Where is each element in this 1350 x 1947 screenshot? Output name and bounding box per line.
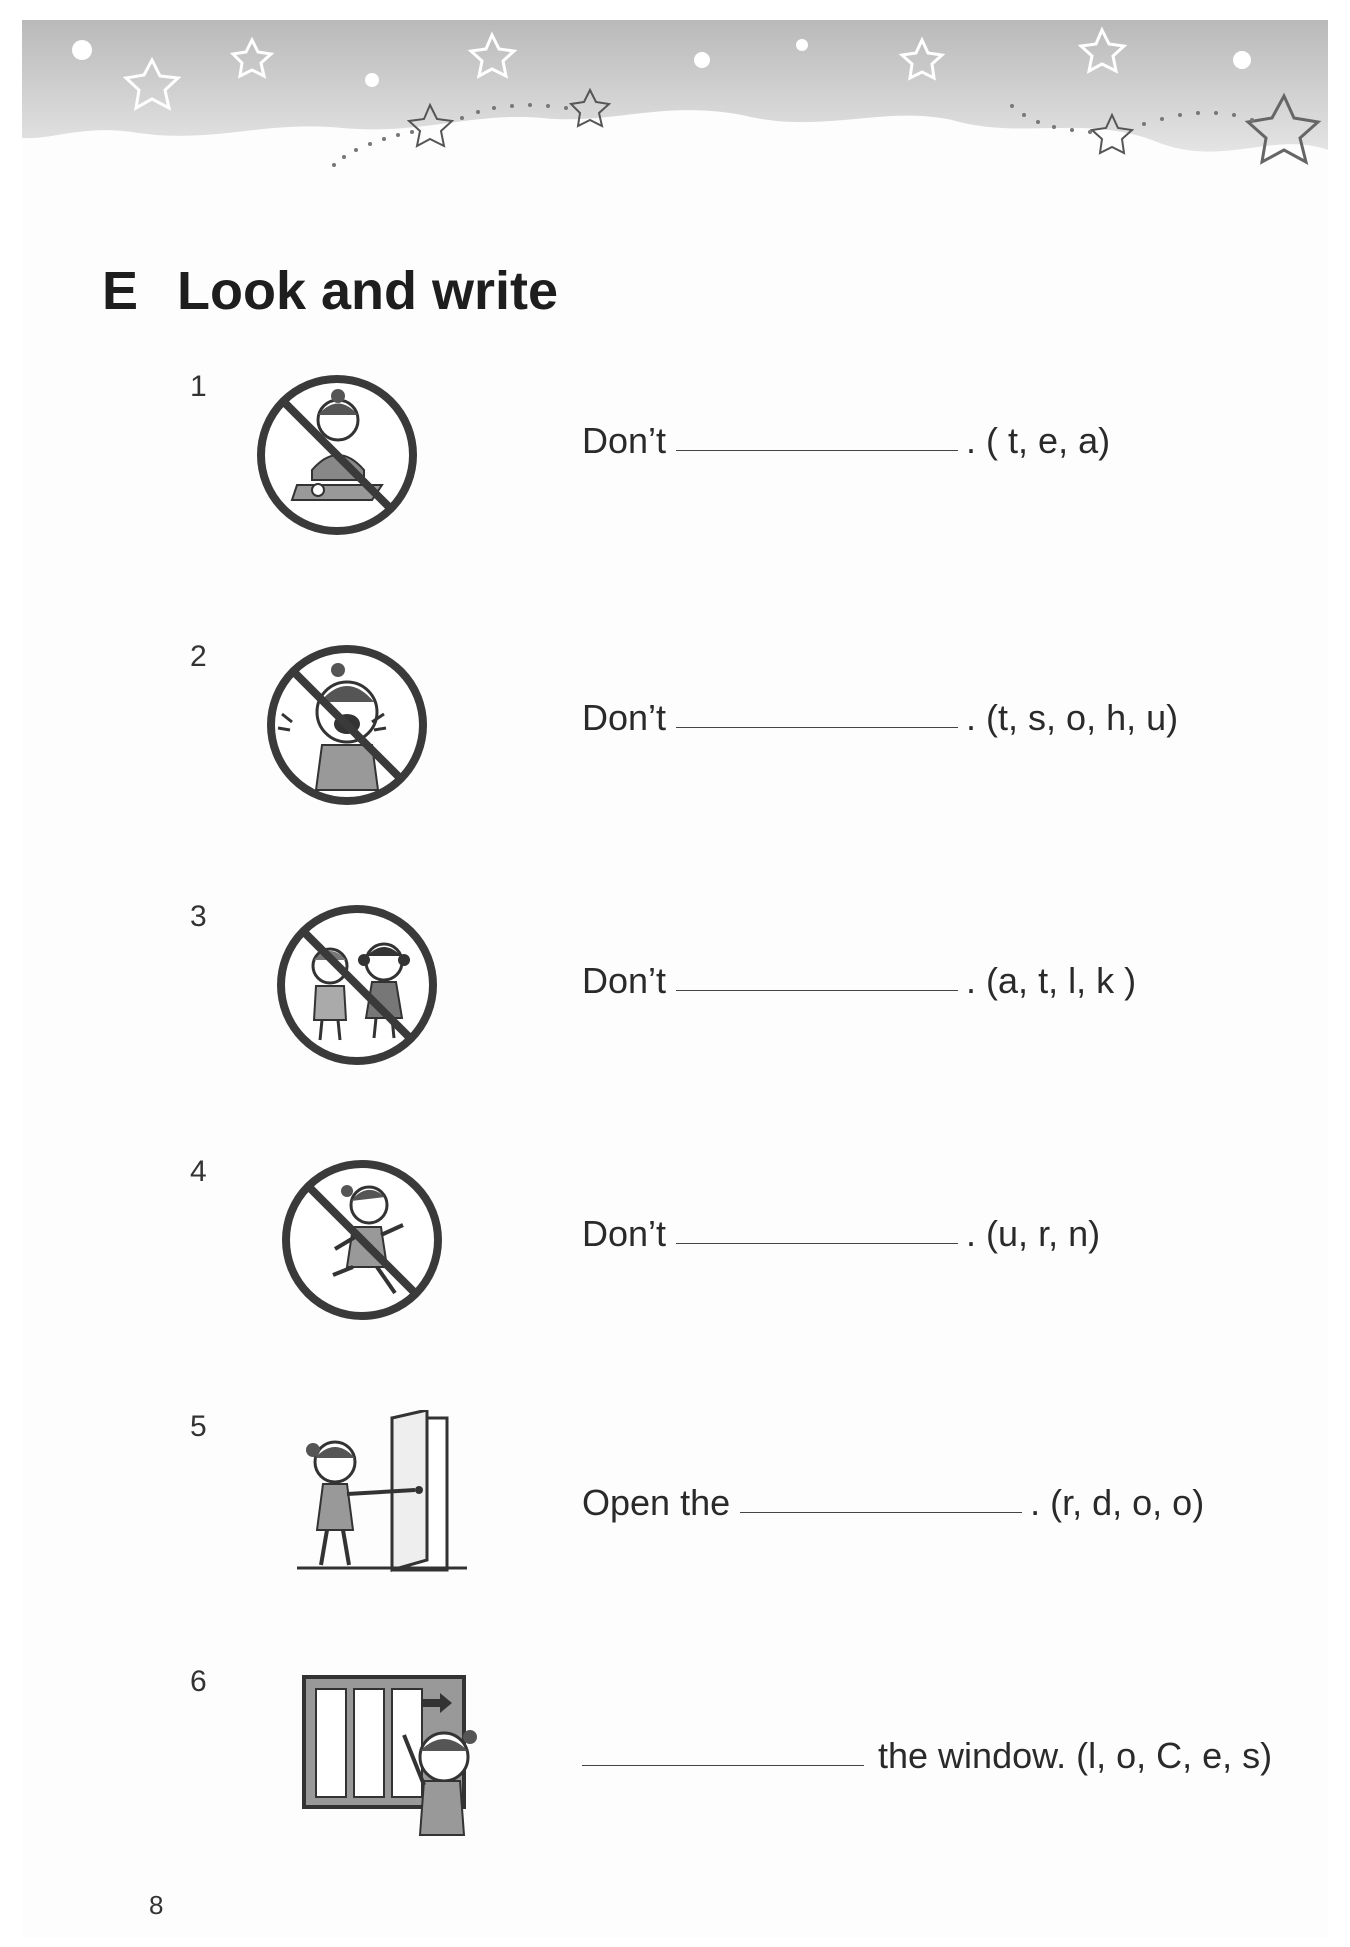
sentence-suffix: . (t, s, o, h, u) xyxy=(966,697,1179,738)
sentence-4 xyxy=(582,1213,1100,1255)
item-number: 3 xyxy=(190,900,207,933)
sentence-suffix: the window. (l, o, C, e, s) xyxy=(878,1735,1273,1776)
exercise-item-1 xyxy=(22,370,1328,570)
answer-blank[interactable] xyxy=(676,988,958,991)
item-number: 2 xyxy=(190,640,207,673)
sentence-suffix: . (a, t, l, k ) xyxy=(966,960,1137,1001)
page-number: 8 xyxy=(149,1890,164,1920)
item-number: 5 xyxy=(190,1410,207,1443)
sentence-prefix: Open the xyxy=(582,1482,731,1523)
sentence-prefix: Don’t xyxy=(582,697,667,738)
sentence-6 xyxy=(582,1735,1272,1777)
item-number: 6 xyxy=(190,1665,207,1698)
exercise-item-3 xyxy=(22,900,1328,1100)
exercise-item-4 xyxy=(22,1155,1328,1355)
section-title: Look and write xyxy=(177,261,559,321)
sentence-prefix: Don’t xyxy=(582,960,667,1001)
sentence-suffix: . ( t, e, a) xyxy=(966,420,1111,461)
girl-closing-window-icon xyxy=(284,1665,484,1845)
answer-blank[interactable] xyxy=(676,448,958,451)
answer-blank[interactable] xyxy=(582,1763,864,1766)
exercise-item-5 xyxy=(22,1410,1328,1610)
sentence-prefix: Don’t xyxy=(582,420,667,461)
sentence-3 xyxy=(582,960,1136,1002)
no-shouting-sign-icon xyxy=(262,640,432,810)
sentence-suffix: . (u, r, n) xyxy=(966,1213,1101,1254)
item-number: 4 xyxy=(190,1155,207,1188)
sentence-2 xyxy=(582,697,1178,739)
sentence-suffix: . (r, d, o, o) xyxy=(1030,1482,1205,1523)
answer-blank[interactable] xyxy=(740,1510,1022,1513)
sentence-1 xyxy=(582,420,1110,462)
no-running-sign-icon xyxy=(277,1155,447,1325)
worksheet-page xyxy=(22,20,1328,1938)
sentence-prefix: Don’t xyxy=(582,1213,667,1254)
no-eating-sign-icon xyxy=(252,370,422,540)
girl-opening-door-icon xyxy=(297,1410,467,1585)
no-talking-sign-icon xyxy=(272,900,442,1070)
item-number: 1 xyxy=(190,370,207,403)
section-letter: E xyxy=(102,261,139,321)
exercise-item-2 xyxy=(22,640,1328,840)
sentence-5 xyxy=(582,1482,1204,1524)
answer-blank[interactable] xyxy=(676,1241,958,1244)
exercise-item-6 xyxy=(22,1665,1328,1865)
star-header-banner xyxy=(22,20,1328,220)
answer-blank[interactable] xyxy=(676,725,958,728)
